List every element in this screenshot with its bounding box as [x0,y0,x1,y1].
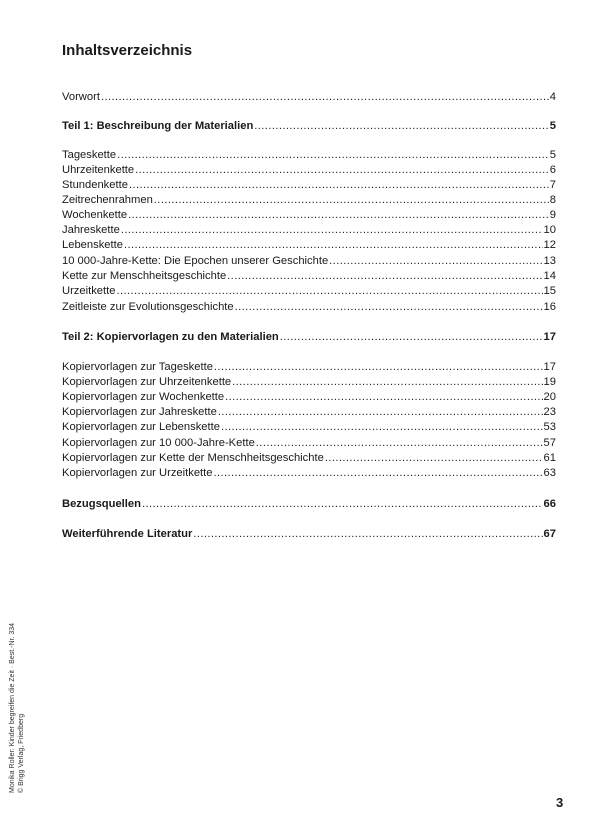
toc-leader-dots [101,90,549,104]
toc-entry-page: 5 [549,120,556,132]
toc-entry-page: 4 [549,91,556,103]
toc-entry-page: 10 [543,224,556,236]
toc-entry [62,466,556,480]
toc-entry [62,284,556,298]
toc-entry [62,390,556,404]
publisher-note-line: Monika Roller: Kinder begreifen die Zeit · Best.-Nr. 334 [9,622,16,793]
toc-leader-dots [254,119,548,133]
toc-entry-label: Kopiervorlagen zur Wochenkette [62,391,225,403]
toc-leader-dots [256,436,543,450]
toc-leader-dots [117,148,549,162]
toc-entry-page: 19 [543,376,556,388]
toc-entry-label: Tageskette [62,149,117,161]
toc-entry-label: Kette zur Menschheitsgeschichte [62,270,227,282]
toc-leader-dots [121,223,543,237]
toc-entry-label: Bezugsquellen [62,498,141,510]
toc-leader-dots [154,193,549,207]
toc-entry [62,254,556,268]
publisher-note-line: © Brigg Verlag, Friedberg [18,713,25,793]
toc-entry [62,405,556,419]
toc-leader-dots [225,390,542,404]
toc-entry-page: 53 [543,421,556,433]
toc-entry [62,178,556,192]
toc-entry-page: 17 [543,361,556,373]
toc-leader-dots [232,375,542,389]
toc-entry [62,90,556,104]
toc-entry-page: 6 [549,164,556,176]
toc-leader-dots [227,269,542,283]
toc-leader-dots [280,330,543,344]
toc-entry-page: 16 [543,301,556,313]
toc-entry-page: 67 [543,528,556,540]
toc-entry-page: 63 [543,467,556,479]
toc-entry-label: Kopiervorlagen zur Tageskette [62,361,213,373]
toc-leader-dots [329,254,542,268]
toc-entry-label: Stundenkette [62,179,128,191]
toc-leader-dots [129,178,549,192]
page-title: Inhaltsverzeichnis [62,42,193,59]
toc-entry [62,451,556,465]
toc-entry-label: Teil 2: Kopiervorlagen zu den Materialien [62,331,279,343]
toc-entry-label: Kopiervorlagen zur Kette der Menschheitsgeschichte [62,452,324,464]
toc-entry-label: 10 000-Jahre-Kette: Die Epochen unserer Geschichte [62,255,329,267]
toc-entry-label: Zeitleiste zur Evolutionsgeschichte [62,301,234,313]
toc-entry-page: 13 [543,255,556,267]
toc-entry-label: Weiterführende Literatur [62,528,193,540]
toc-entry [62,375,556,389]
toc-entry [62,420,556,434]
toc-leader-dots [142,497,543,511]
toc-entry-page: 12 [543,239,556,251]
toc-entry-page: 9 [549,209,556,221]
toc-entry-label: Kopiervorlagen zur 10 000-Jahre-Kette [62,437,255,449]
toc-entry-label: Kopiervorlagen zur Uhrzeitenkette [62,376,232,388]
toc-leader-dots [116,284,542,298]
toc-leader-dots [124,238,543,252]
toc-entry [62,193,556,207]
toc-entry [62,148,556,162]
toc-entry-page: 17 [543,331,556,343]
toc-entry [62,269,556,283]
toc-section-heading [62,330,556,344]
toc-entry [62,300,556,314]
toc-entry-label: Teil 1: Beschreibung der Materialien [62,120,254,132]
toc-entry [62,163,556,177]
toc-entry [62,360,556,374]
toc-entry-page: 20 [543,391,556,403]
toc-leader-dots [213,466,542,480]
page-number: 3 [556,795,564,810]
toc-entry [62,208,556,222]
toc-entry-page: 57 [543,437,556,449]
toc-leader-dots [218,405,543,419]
toc-leader-dots [325,451,543,465]
toc-entry [62,238,556,252]
toc-entry-label: Jahreskette [62,224,120,236]
toc-section-heading [62,119,556,133]
toc-entry-page: 5 [549,149,556,161]
toc-leader-dots [135,163,549,177]
toc-entry [62,223,556,237]
toc-entry-page: 15 [543,285,556,297]
toc-entry-label: Vorwort [62,91,100,103]
toc-entry-page: 23 [543,406,556,418]
toc-entry-label: Kopiervorlagen zur Lebenskette [62,421,220,433]
toc-entry-page: 14 [543,270,556,282]
toc-section-heading [62,527,556,541]
toc-entry-page: 66 [543,498,556,510]
toc-entry-label: Urzeitkette [62,285,116,297]
toc-entry [62,436,556,450]
toc-leader-dots [221,420,543,434]
toc-entry-label: Uhrzeitenkette [62,164,135,176]
toc-leader-dots [214,360,543,374]
toc-leader-dots [235,300,543,314]
toc-leader-dots [193,527,542,541]
toc-entry-page: 8 [549,194,556,206]
toc-section-heading [62,497,556,511]
toc-entry-label: Zeitrechenrahmen [62,194,153,206]
toc-entry-label: Kopiervorlagen zur Jahreskette [62,406,217,418]
toc-leader-dots [128,208,549,222]
toc-entry-label: Kopiervorlagen zur Urzeitkette [62,467,213,479]
toc-entry-label: Wochenkette [62,209,128,221]
toc-entry-label: Lebenskette [62,239,123,251]
publisher-note [8,623,26,793]
toc-entry-page: 61 [543,452,556,464]
toc-entry-page: 7 [549,179,556,191]
